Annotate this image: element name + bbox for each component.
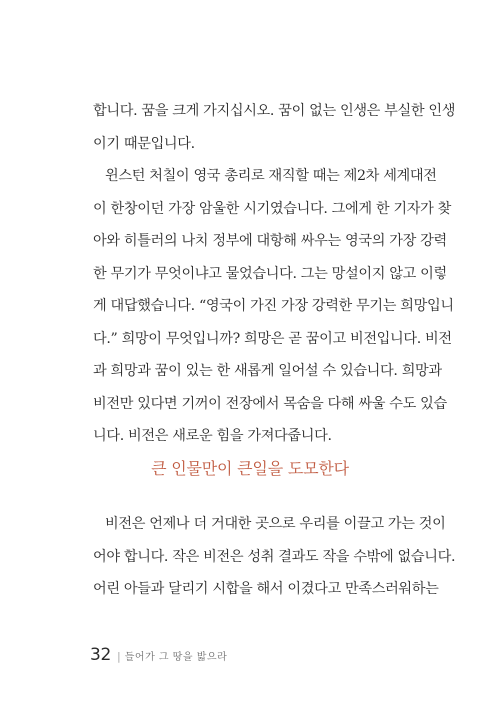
text-line: 다.” 희망이 무엇입니까? 희망은 곧 꿈이고 비전입니다. 비전 — [93, 330, 452, 347]
text-line: 어린 아들과 달리기 시합을 해서 이겼다고 만족스러워하는 — [93, 581, 439, 597]
section-heading: 큰 인물만이 큰일을 도모한다 — [151, 459, 349, 478]
text-line: 비전은 언제나 더 거대한 곳으로 우리를 이끌고 가는 것이 — [105, 516, 446, 532]
text-line: 과 희망과 꿈이 있는 한 새롭게 일어설 수 있습니다. 희망과 — [93, 363, 442, 379]
text-line: 어야 합니다. 작은 비전은 성취 결과도 작을 수밖에 없습니다. — [93, 548, 456, 565]
text-line: 한 무기가 무엇이냐고 물었습니다. 그는 망설이지 않고 이렇 — [93, 265, 447, 282]
paragraph-3 — [93, 508, 456, 606]
footer-separator: | — [117, 650, 121, 663]
text-line: 합니다. 꿈을 크게 가지십시오. 꿈이 없는 인생은 부실한 인생 — [93, 103, 456, 119]
text-line: 아와 히틀러의 나치 정부에 대항해 싸우는 영국의 가장 강력 — [93, 233, 447, 249]
page-footer — [90, 645, 227, 669]
text-line: 게 대답했습니다. “영국이 가진 가장 강력한 무기는 희망입니 — [93, 298, 454, 314]
paragraph-1 — [93, 95, 456, 160]
paragraph-2 — [93, 160, 454, 453]
text-line: 이 한창이던 가장 암울한 시기였습니다. 그에게 한 기자가 찾 — [93, 200, 451, 217]
text-line: 윈스턴 처칠이 영국 총리로 재직할 때는 제2차 세계대전 — [105, 168, 437, 184]
page-number: 32 — [90, 645, 112, 665]
text-line: 비전만 있다면 기꺼이 전장에서 목숨을 다해 싸울 수도 있습 — [93, 395, 447, 412]
text-line: 니다. 비전은 새로운 힘을 가져다줍니다. — [93, 428, 332, 444]
running-title: 들어가 그 땅을 밟으라 — [124, 652, 228, 663]
text-line: 이기 때문입니다. — [93, 135, 195, 152]
